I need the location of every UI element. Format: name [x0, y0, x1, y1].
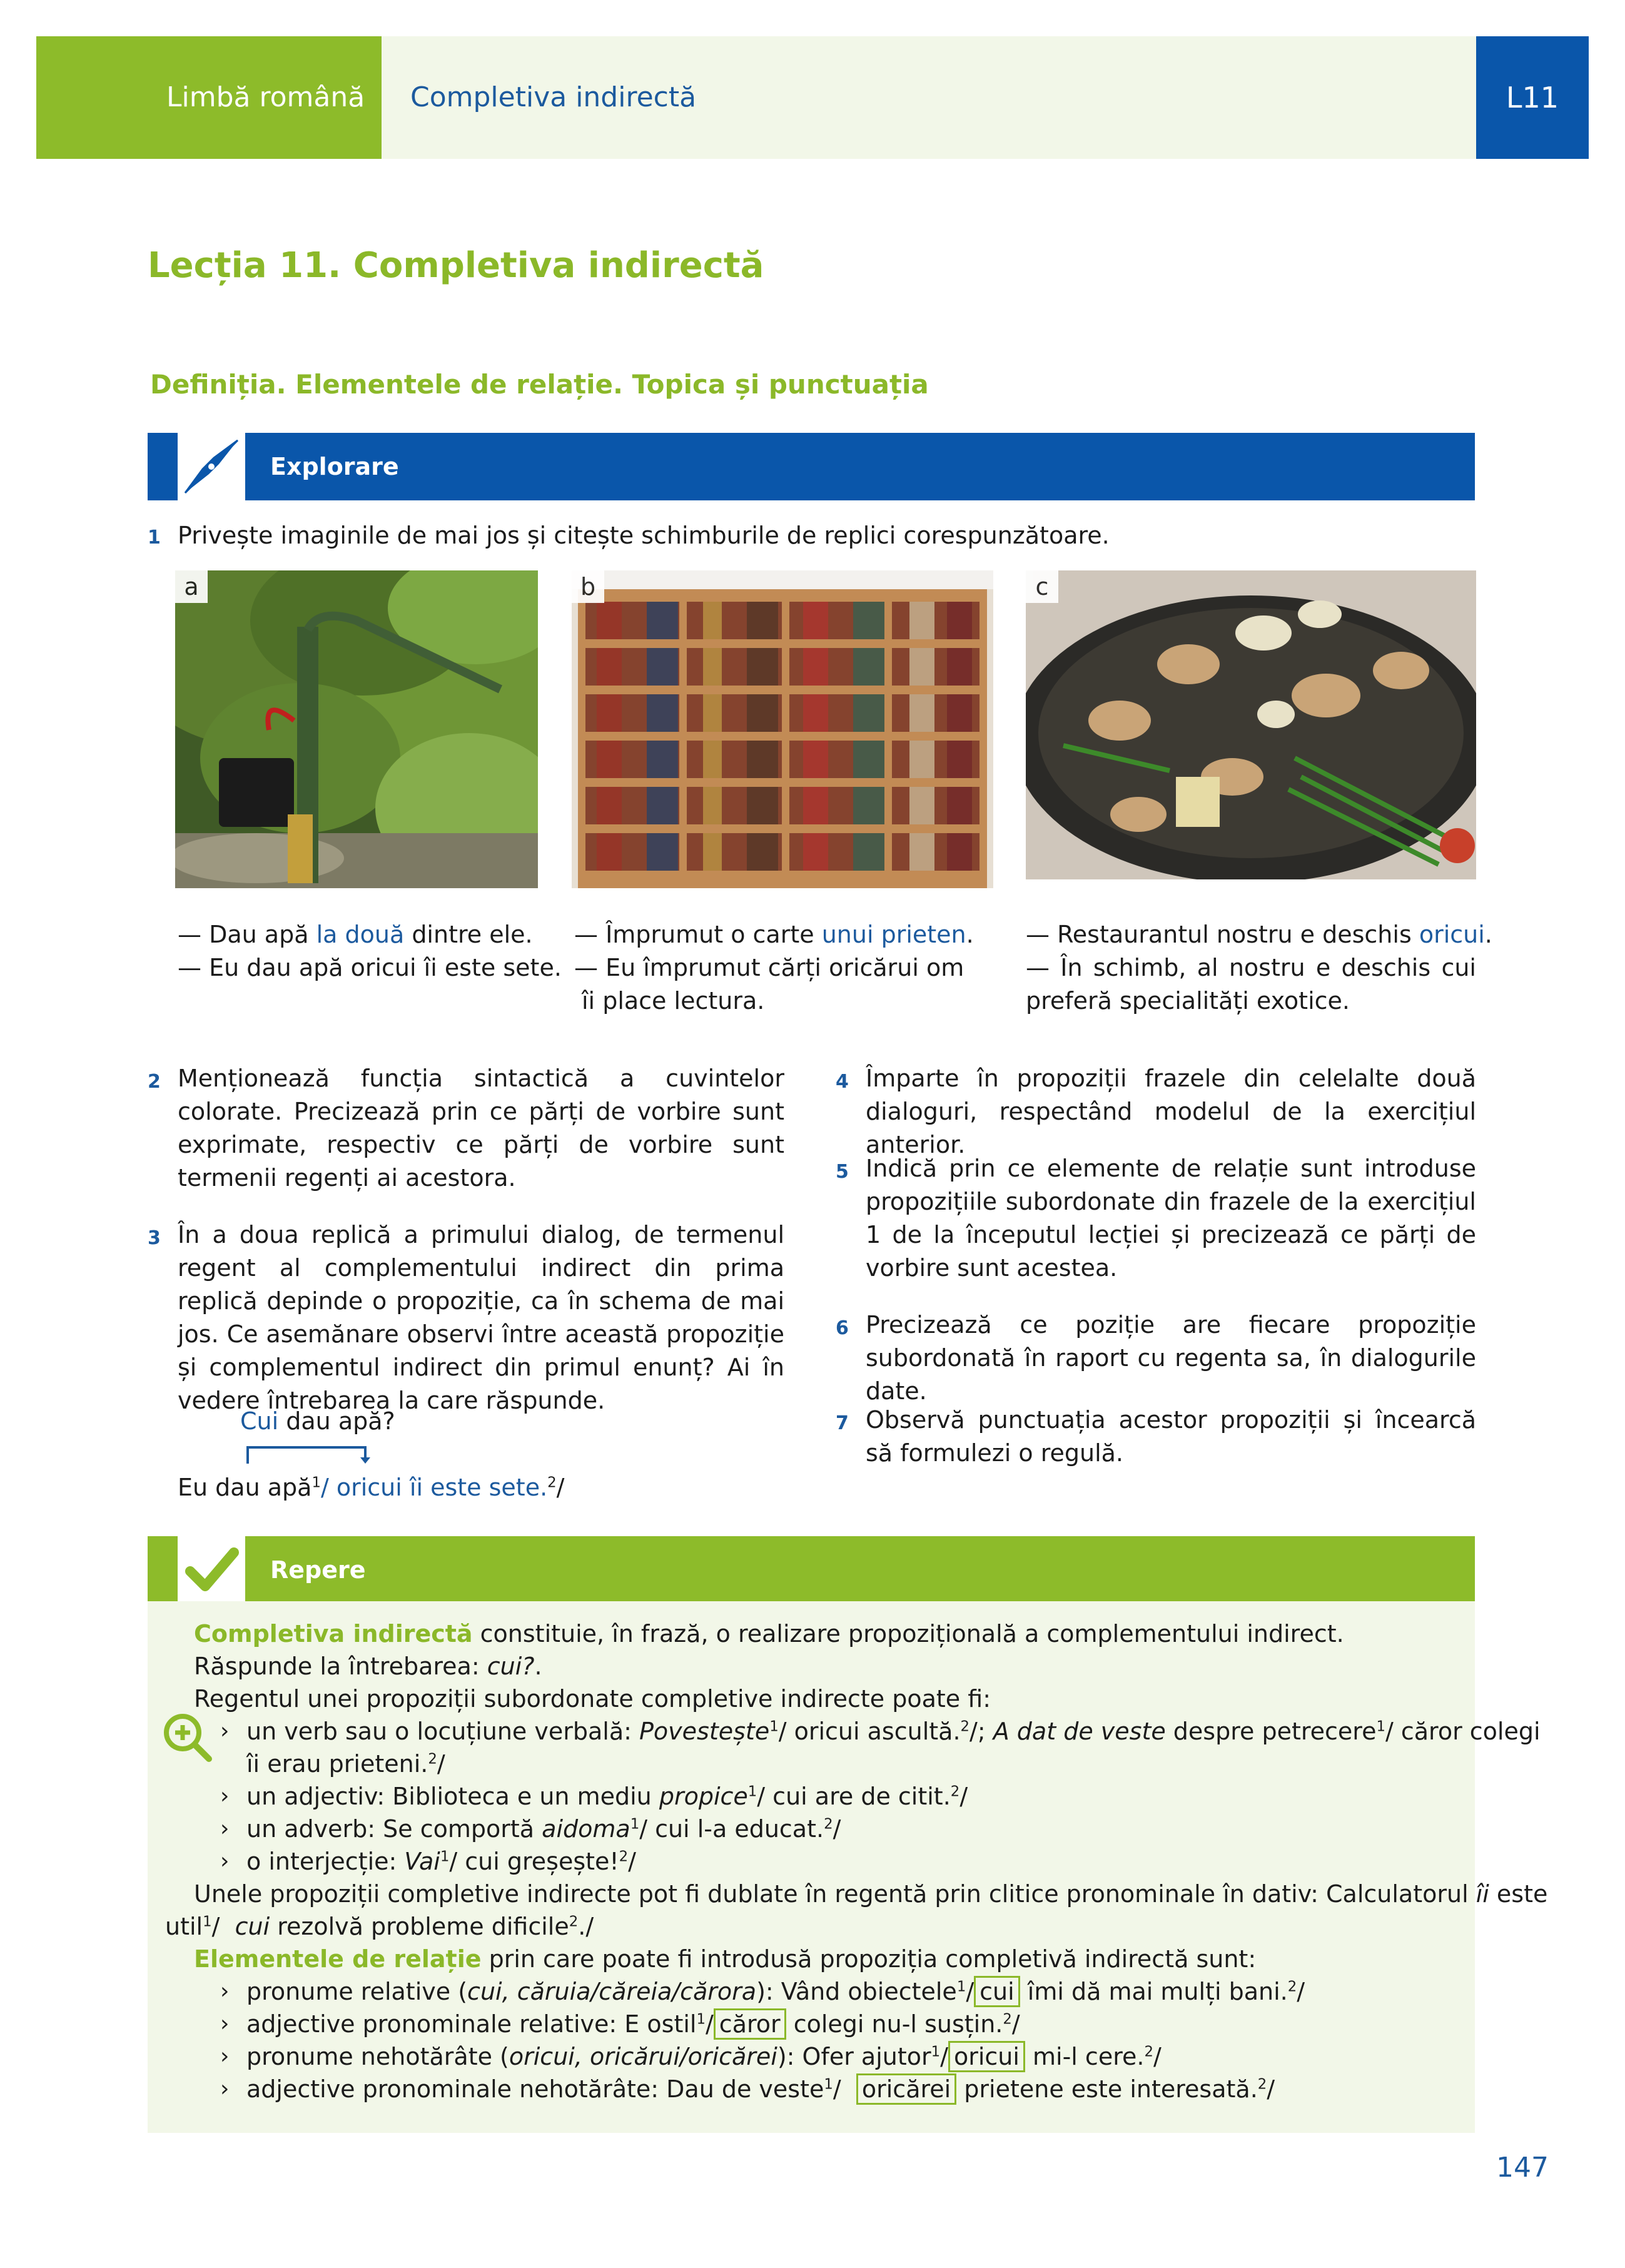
- question-text: Precizează ce poziție are fiecare propoziție subordonată în raport cu regenta sa, în dialogurile date.: [866, 1311, 1476, 1405]
- photo-letter: b: [572, 570, 604, 603]
- checkmark-icon: [178, 1536, 245, 1604]
- relation-element-box: cui: [974, 1976, 1020, 2007]
- bullet: ›: [220, 2011, 230, 2037]
- bullet: ›: [220, 1848, 230, 1874]
- dialog-c: — Restaurantul nostru e deschis oricui. — În schimb, al nostru e deschis cui preferă specialități exotice.: [1026, 921, 1492, 1015]
- repere-elements-intro: Elementele de relație prin care poate fi introdusă propoziția completivă indirectă sunt:: [194, 1945, 1257, 1973]
- question-text: Privește imaginile de mai jos și citește schimburile de replici corespunzătoare.: [178, 522, 1110, 549]
- repere-regent-intro: Regentul unei propoziții subordonate completive indirecte poate fi:: [194, 1685, 991, 1713]
- repere-question: Răspunde la întrebarea: cui?.: [194, 1653, 542, 1680]
- repere-clitic: Unele propoziții completive indirecte pot fi dublate în regentă prin clitice pronominale în dativ: Calculatorul îi este: [194, 1880, 1548, 1908]
- repere-regent-interjection: o interjecție: Vai$^1$/ cui greșește!$^2$/: [246, 1848, 636, 1875]
- section-title: Definiția. Elementele de relație. Topica și punctuația: [150, 369, 929, 400]
- photo-letter: a: [175, 570, 208, 603]
- compass-icon: [178, 433, 245, 500]
- question-number: 1: [148, 527, 161, 549]
- repere-regent-adjective: un adjectiv: Biblioteca e un mediu propice$^1$/ cui are de citit.$^2$/: [246, 1783, 968, 1810]
- repere-element-indefinite-pronoun: pronume nehotărâte (oricui, oricărui/oricărei): Ofer ajutor$^1$/ oricui mi-l cere.$^2$/: [246, 2040, 1162, 2073]
- bullet: ›: [220, 1978, 230, 2004]
- bullet: ›: [220, 2043, 230, 2069]
- water-pump-photo: [175, 570, 538, 888]
- zoom-in-icon: [161, 1711, 214, 1764]
- page-number: 147: [1496, 2152, 1549, 2184]
- relation-element-box: oricărei: [856, 2073, 956, 2105]
- question-number: 5: [836, 1161, 849, 1183]
- repere-clitic-cont: util$^1$/ cui rezolvă probleme dificile$^2$./: [165, 1913, 594, 1940]
- relation-element-box: căror: [714, 2008, 786, 2040]
- repere-definition: Completiva indirectă constituie, în frază, o realizare propozițională a complementului indirect.: [194, 1620, 1344, 1648]
- scheme-question: Cui dau apă?: [240, 1407, 395, 1435]
- relation-element-box: oricui: [948, 2041, 1025, 2072]
- repere-element-relative-adjective: adjective pronominale relative: E ostil$^1$/ căror colegi nu-l susțin.$^2$/: [246, 2008, 1020, 2040]
- dialog-b: — Împrumut o carte unui prieten. — Eu împrumut cărți oricărui om îi place lectura.: [574, 921, 974, 1015]
- repere-regent-verb-cont: îi erau prieteni.$^2$/: [246, 1750, 445, 1778]
- colored-word: unui prieten: [821, 921, 966, 948]
- header-subject-label: Limbă română: [166, 81, 365, 113]
- repere-regent-adverb: un adverb: Se comportă aidoma$^1$/ cui l-a educat.$^2$/: [246, 1815, 841, 1843]
- scheme-arrow: [241, 1440, 379, 1465]
- question-number: 6: [836, 1317, 849, 1339]
- bullet: ›: [220, 2076, 230, 2102]
- repere-element-relative-pronoun: pronume relative (cui, căruia/căreia/cărora): Vând obiectele$^1$/ cui îmi dă mai mulți bani.$^2$/: [246, 1975, 1305, 2008]
- header-lesson-code-label: L11: [1506, 81, 1559, 114]
- explorare-banner: [148, 433, 1475, 500]
- grilled-food-photo: [1026, 570, 1476, 879]
- lesson-title: Lecția 11. Completiva indirectă: [148, 245, 764, 286]
- explorare-label: Explorare: [270, 453, 399, 480]
- question-text: Observă punctuația acestor propoziții și încearcă să formulezi o regulă.: [866, 1406, 1476, 1467]
- bullet: ›: [220, 1816, 230, 1841]
- scheme-sentence: Eu dau apă$^1$/ oricui îi este sete.$^2$/: [178, 1474, 565, 1501]
- repere-element-indefinite-adjective: adjective pronominale nehotărâte: Dau de veste$^1$/ oricărei prietene este interesată.$^2$/: [246, 2073, 1275, 2105]
- bullet: ›: [220, 1783, 230, 1809]
- header-topic: [382, 36, 1476, 159]
- header-subject: [36, 36, 382, 159]
- question-number: 2: [148, 1071, 161, 1093]
- header-topic-label: Completiva indirectă: [410, 81, 697, 113]
- bookshelf-photo: [572, 570, 993, 888]
- photo-letter: c: [1026, 570, 1058, 603]
- repere-banner: [148, 1536, 1475, 1604]
- dialog-a: — Dau apă la două dintre ele. — Eu dau apă oricui îi este sete.: [178, 921, 562, 981]
- question-text: Menționează funcția sintactică a cuvintelor colorate. Precizează prin ce părți de vorbire sunt exprimate, respectiv ce părți de vorbire sunt termenii regenți ai acestora.: [178, 1065, 784, 1192]
- repere-regent-verb: un verb sau o locuțiune verbală: Povestește$^1$/ oricui ascultă.$^2$/; A dat de veste despre petrecere$^1$/ căror colegi: [246, 1718, 1541, 1745]
- question-text: Indică prin ce elemente de relație sunt introduse propozițiile subordonate din frazele de la exercițiul 1 de la începutul lecției și precizează ce părți de vorbire sunt acestea.: [866, 1155, 1476, 1282]
- question-number: 4: [836, 1071, 849, 1093]
- bullet: ›: [220, 1718, 230, 1744]
- header-lesson-code: [1476, 36, 1589, 159]
- colored-word: oricui: [1419, 921, 1485, 948]
- repere-label: Repere: [270, 1556, 366, 1584]
- colored-word: la două: [316, 921, 405, 948]
- question-number: 3: [148, 1227, 161, 1249]
- question-text: În a doua replică a primului dialog, de termenul regent al complementului indirect din prima replică depinde o propoziție, ca în schema de mai jos. Ce asemănare observi între această propoziție și complementul indirect din primul enunț? Ai în vedere întrebarea la care răspunde.: [178, 1221, 784, 1414]
- question-text: Împarte în propoziții frazele din celelalte două dialoguri, respectând modelul de la exercițiul anterior.: [866, 1065, 1476, 1158]
- question-number: 7: [836, 1412, 849, 1434]
